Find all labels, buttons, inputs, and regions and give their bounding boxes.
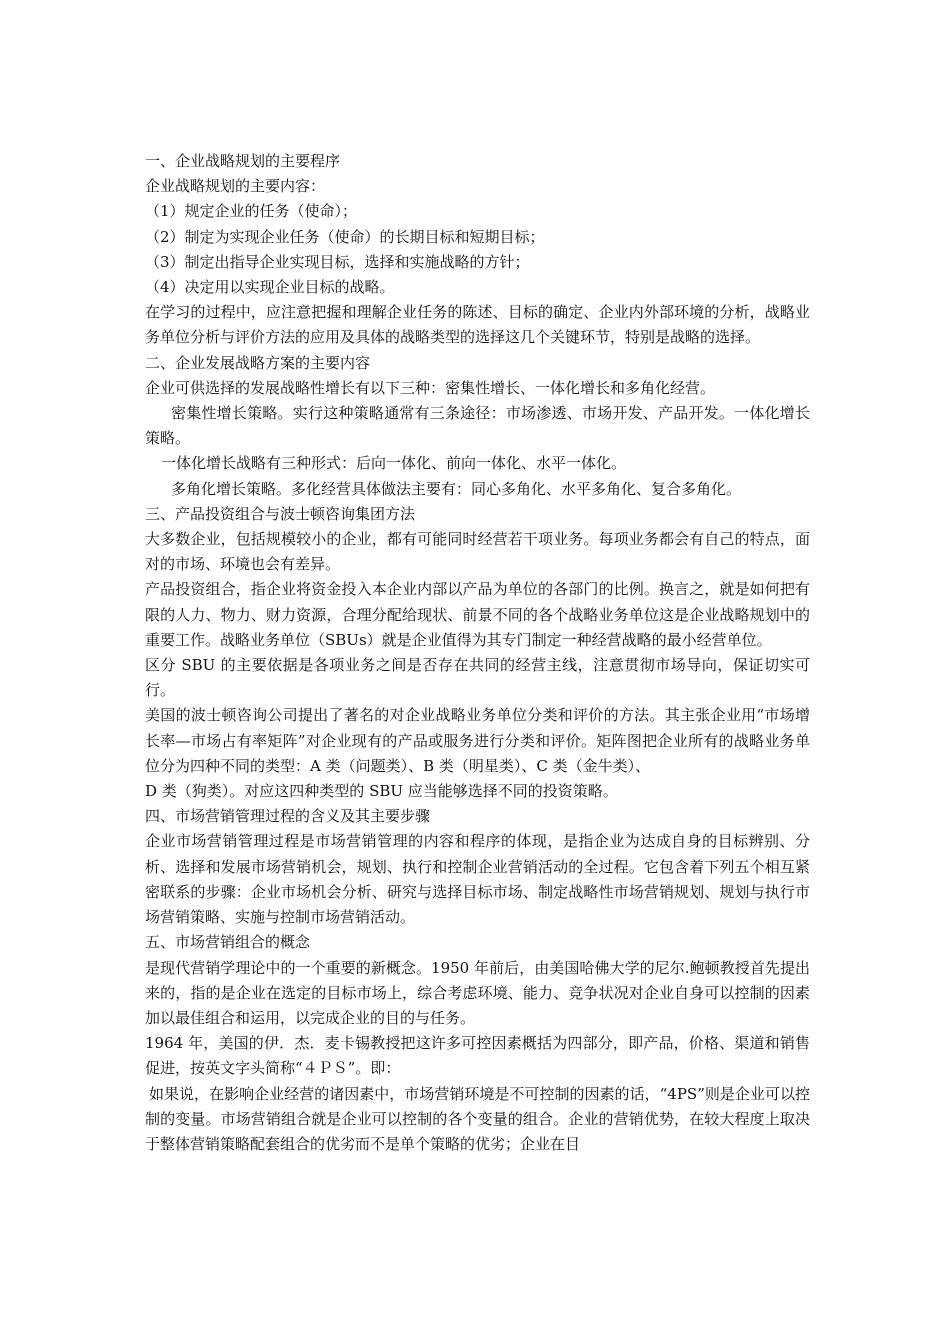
paragraph: 大多数企业，包括规模较小的企业，都有可能同时经营若干项业务。每项业务都会有自己的特点，面对的市场、环境也会有差异。 — [145, 530, 810, 574]
paragraph: 产品投资组合，指企业将资金投入本企业内部以产品为单位的各部门的比例。换言之，就是如何把有限的人力、物力、财力资源，合理分配给现状、前景不同的各个战略业务单位这是企业战略规划中的重要工作。战略业务单位（SBUs）就是企业值得为其专门制定一种经营战略的最小经营单位。 — [145, 580, 810, 649]
list-item: （2）制定为实现企业任务（使命）的长期目标和短期目标； — [145, 227, 545, 246]
heading-2: 二、企业发展战略方案的主要内容 — [145, 353, 371, 372]
heading-5: 五、市场营销组合的概念 — [145, 933, 311, 952]
list-item: （4）决定用以实现企业目标的战略。 — [145, 278, 395, 297]
paragraph: 企业可供选择的发展战略性增长有以下三种：密集性增长、一体化增长和多角化经营。 — [145, 378, 716, 397]
paragraph: 在学习的过程中，应注意把握和理解企业任务的陈述、目标的确定、企业内外部环境的分析，战略业务单位分析与评价方法的应用及具体的战略类型的选择这几个关键环节，特别是战略的选择。 — [145, 303, 810, 347]
paragraph: 一体化增长战略有三种形式：后向一体化、前向一体化、水平一体化。 — [161, 454, 627, 473]
paragraph: 如果说，在影响企业经营的诸因素中，市场营销环境是不可控制的因素的话，“4PS”则是企业可以控制的变量。市场营销组合就是企业可以控制的各个变量的组合。企业的营销优势，在较大程度上取决于整体营销策略配套组合的优劣而不是单个策略的优劣；企业在目 — [145, 1084, 810, 1153]
paragraph: 多角化增长策略。多化经营具体做法主要有：同心多角化、水平多角化、复合多角化。 — [171, 479, 742, 498]
paragraph: 密集性增长策略。实行这种策略通常有三条途径：市场渗透、市场开发、产品开发。一体化增长策略。 — [145, 404, 810, 448]
paragraph: 企业战略规划的主要内容： — [145, 177, 326, 196]
paragraph: 区分 SBU 的主要依据是各项业务之间是否存在共同的经营主线，注意贯彻市场导向，保证切实可行。 — [145, 656, 810, 700]
list-item: （3）制定出指导企业实现目标，选择和实施战略的方针； — [145, 252, 530, 271]
heading-3: 三、产品投资组合与波士顿咨询集团方法 — [145, 504, 416, 523]
document-page — [145, 149, 810, 1157]
paragraph: 企业市场营销管理过程是市场营销管理的内容和程序的体现，是指企业为达成自身的目标辨别、分析、选择和发展市场营销机会，规划、执行和控制企业营销活动的全过程。它包含着下列五个相互紧密联系的步骤：企业市场机会分析、研究与选择目标市场、制定战略性市场营销规划、规划与执行市场营销策略、实施与控制市场营销活动。 — [145, 832, 810, 927]
paragraph: D 类（狗类）。对应这四种类型的 SBU 应当能够选择不同的投资策略。 — [145, 782, 618, 801]
heading-1: 一、企业战略规划的主要程序 — [145, 152, 341, 170]
paragraph: 美国的波士顿咨询公司提出了著名的对企业战略业务单位分类和评价的方法。其主张企业用“市场增长率—市场占有率矩阵”对企业现有的产品或服务进行分类和评价。矩阵图把企业所有的战略业务单位分为四种不同的类型：A 类（问题类）、B 类（明星类）、C 类（金牛类）、 — [145, 706, 810, 775]
paragraph: 1964 年，美国的伊．杰．麦卡锡教授把这许多可控因素概括为四部分，即产品，价格、渠道和销售促进，按英文字头简称“４ＰＳ”。即： — [145, 1034, 810, 1078]
heading-4: 四、市场营销管理过程的含义及其主要步骤 — [145, 807, 431, 826]
paragraph: 是现代营销学理论中的一个重要的新概念。1950 年前后，由美国哈佛大学的尼尔.鲍顿教授首先提出来的，指的是企业在选定的目标市场上，综合考虑环境、能力、竞争状况对企业自身可以控制的因素加以最佳组合和运用，以完成企业的目的与任务。 — [145, 958, 810, 1027]
list-item: （1）规定企业的任务（使命）； — [145, 202, 358, 221]
